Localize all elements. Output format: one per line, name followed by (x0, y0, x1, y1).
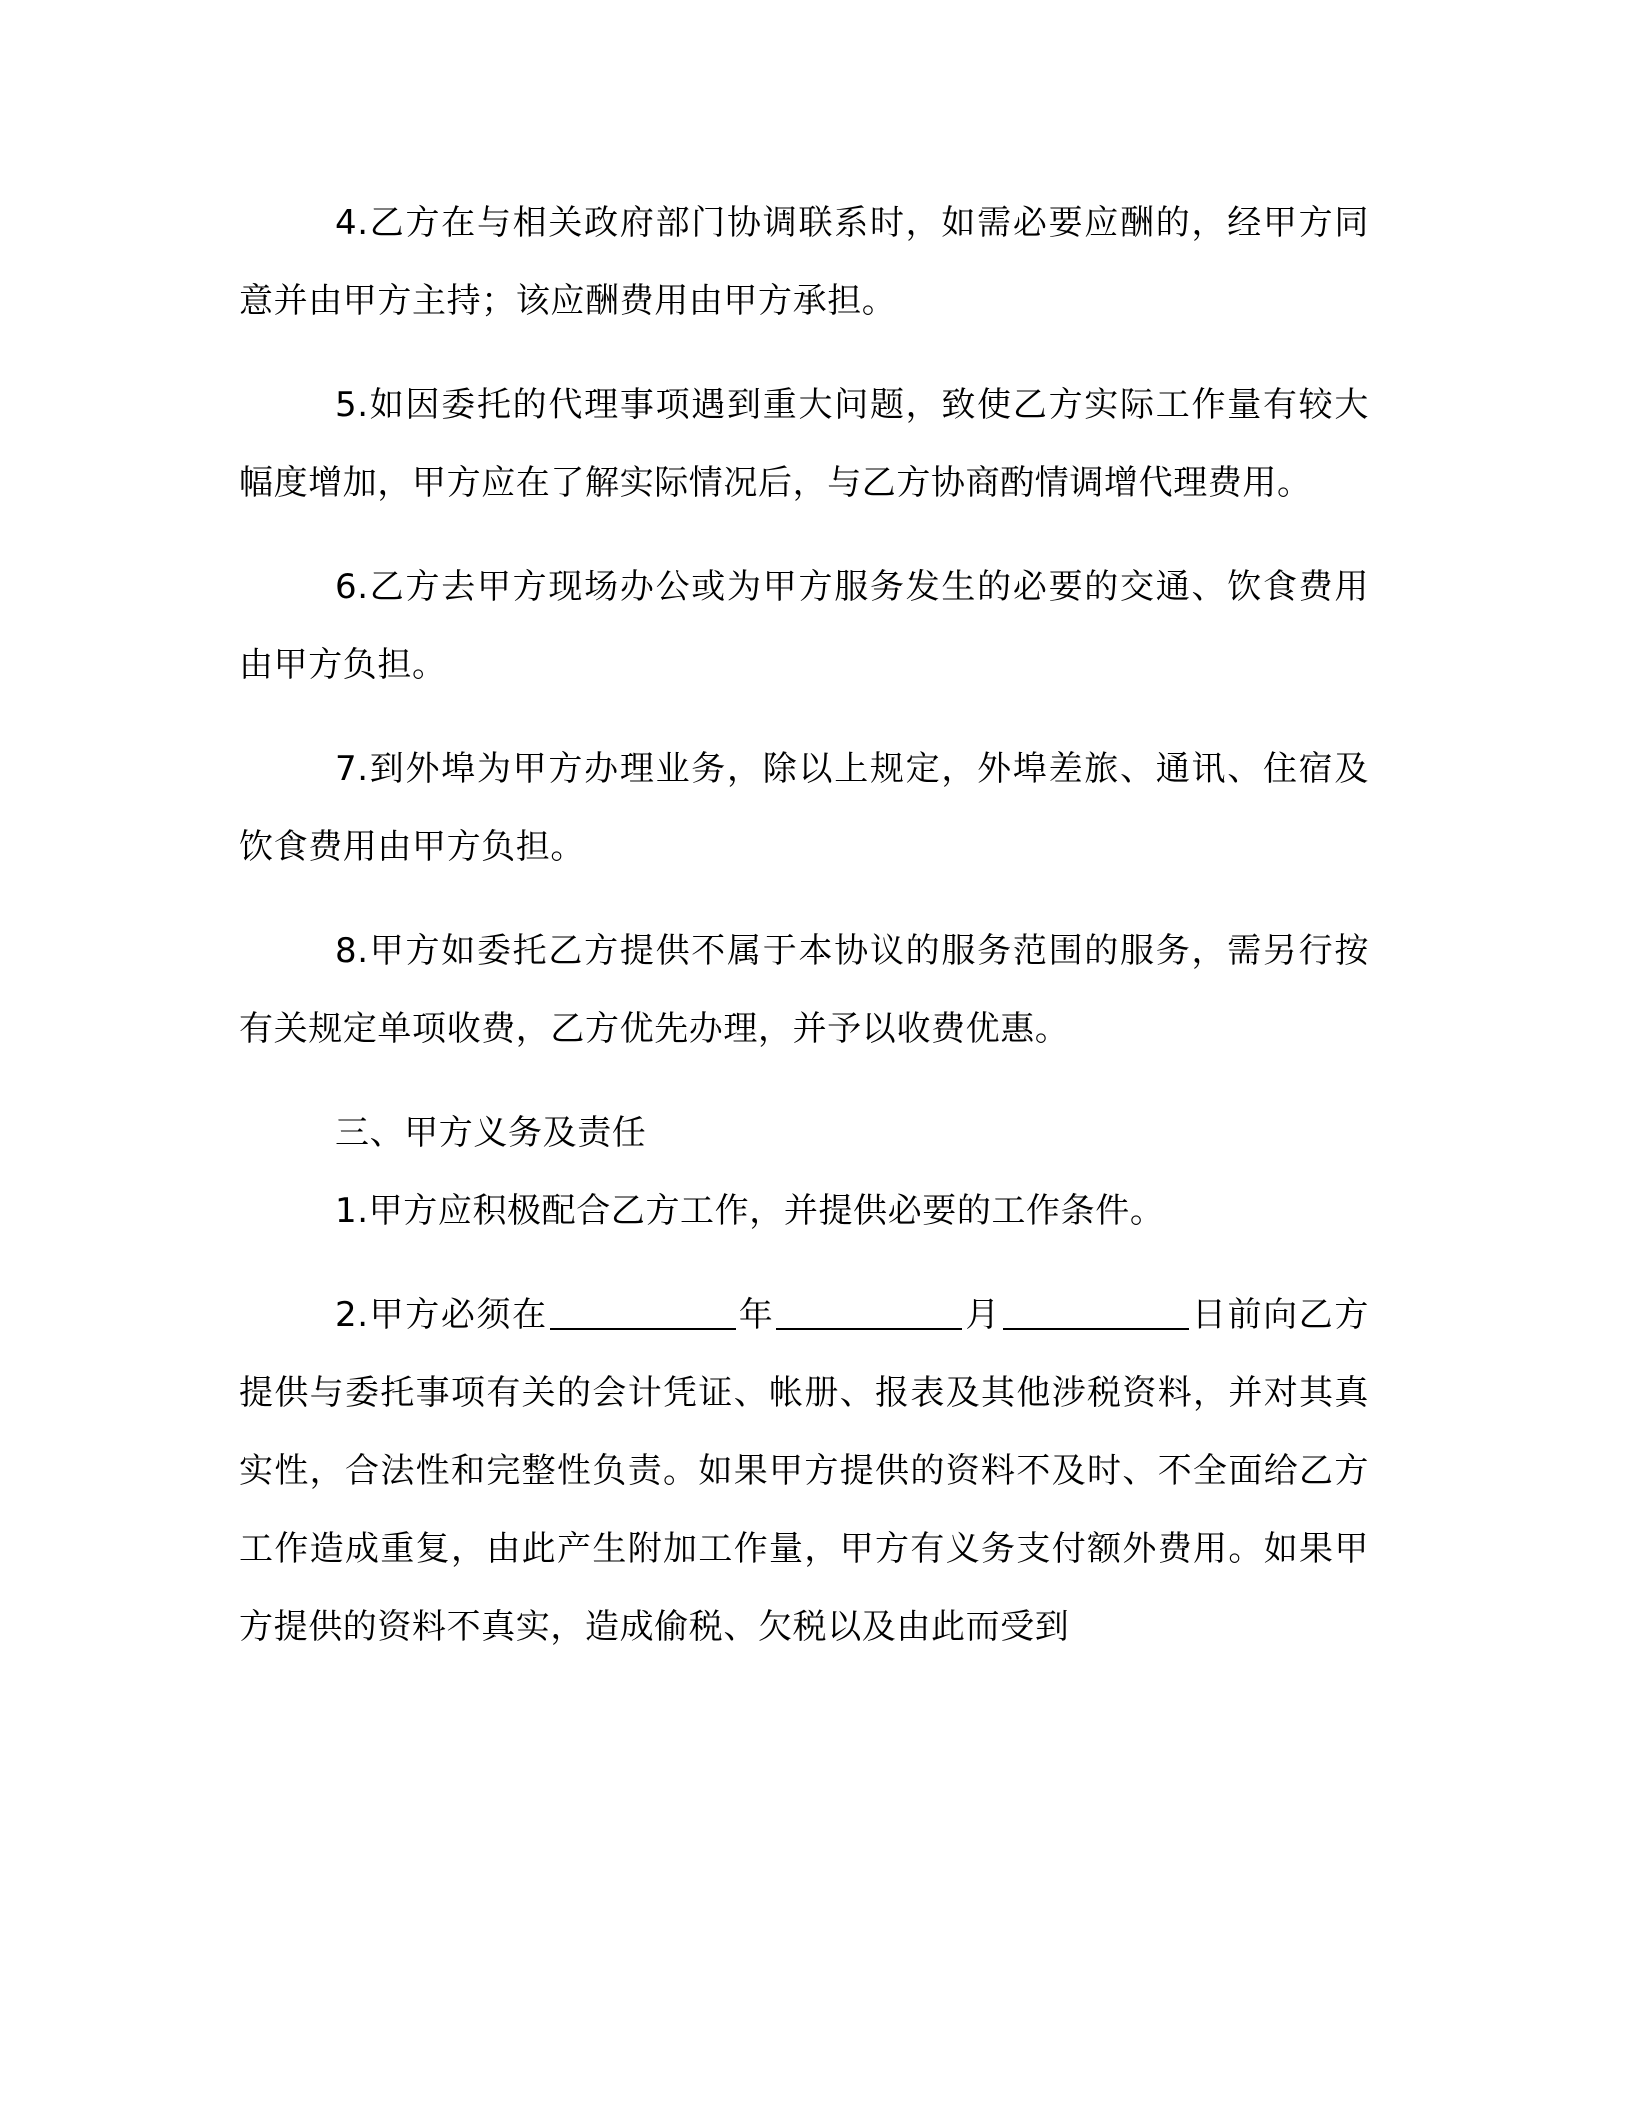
year-blank[interactable] (550, 1294, 736, 1330)
clause-7: 7.到外埠为甲方办理业务，除以上规定，外埠差旅、通讯、住宿及饮食费用由甲方负担。 (239, 749, 1369, 867)
obligation-2-body: 日前向乙方提供与委托事项有关的会计凭证、帐册、报表及其他涉税资料，并对其真实性，合法性和完整性负责。如果甲方提供的资料不及时、不全面给乙方工作造成重复，由此产生附加工作量，甲方有义务支付额外费用。如果甲方提供的资料不真实，造成偷税、欠税以及由此而受到 (239, 1295, 1369, 1647)
document-body (239, 184, 1369, 1666)
section-heading: 三、甲方义务及责任 (335, 1113, 647, 1153)
clause-4: 4.乙方在与相关政府部门协调联系时，如需必要应酬的，经甲方同意并由甲方主持；该应酬费用由甲方承担。 (239, 203, 1369, 321)
month-blank[interactable] (776, 1294, 962, 1330)
obligation-2-prefix: 2.甲方必须在 (335, 1295, 548, 1335)
day-blank[interactable] (1003, 1294, 1189, 1330)
clause-8: 8.甲方如委托乙方提供不属于本协议的服务范围的服务，需另行按有关规定单项收费，乙方优先办理，并予以收费优惠。 (239, 931, 1369, 1049)
month-label: 月 (964, 1295, 1001, 1335)
year-label: 年 (737, 1295, 775, 1335)
clause-6: 6.乙方去甲方现场办公或为甲方服务发生的必要的交通、饮食费用由甲方负担。 (239, 567, 1369, 685)
clause-5: 5.如因委托的代理事项遇到重大问题，致使乙方实际工作量有较大幅度增加，甲方应在了解实际情况后，与乙方协商酌情调增代理费用。 (239, 385, 1369, 503)
obligation-1: 1.甲方应积极配合乙方工作，并提供必要的工作条件。 (335, 1191, 1165, 1231)
obligation-2 (239, 1276, 1369, 1666)
